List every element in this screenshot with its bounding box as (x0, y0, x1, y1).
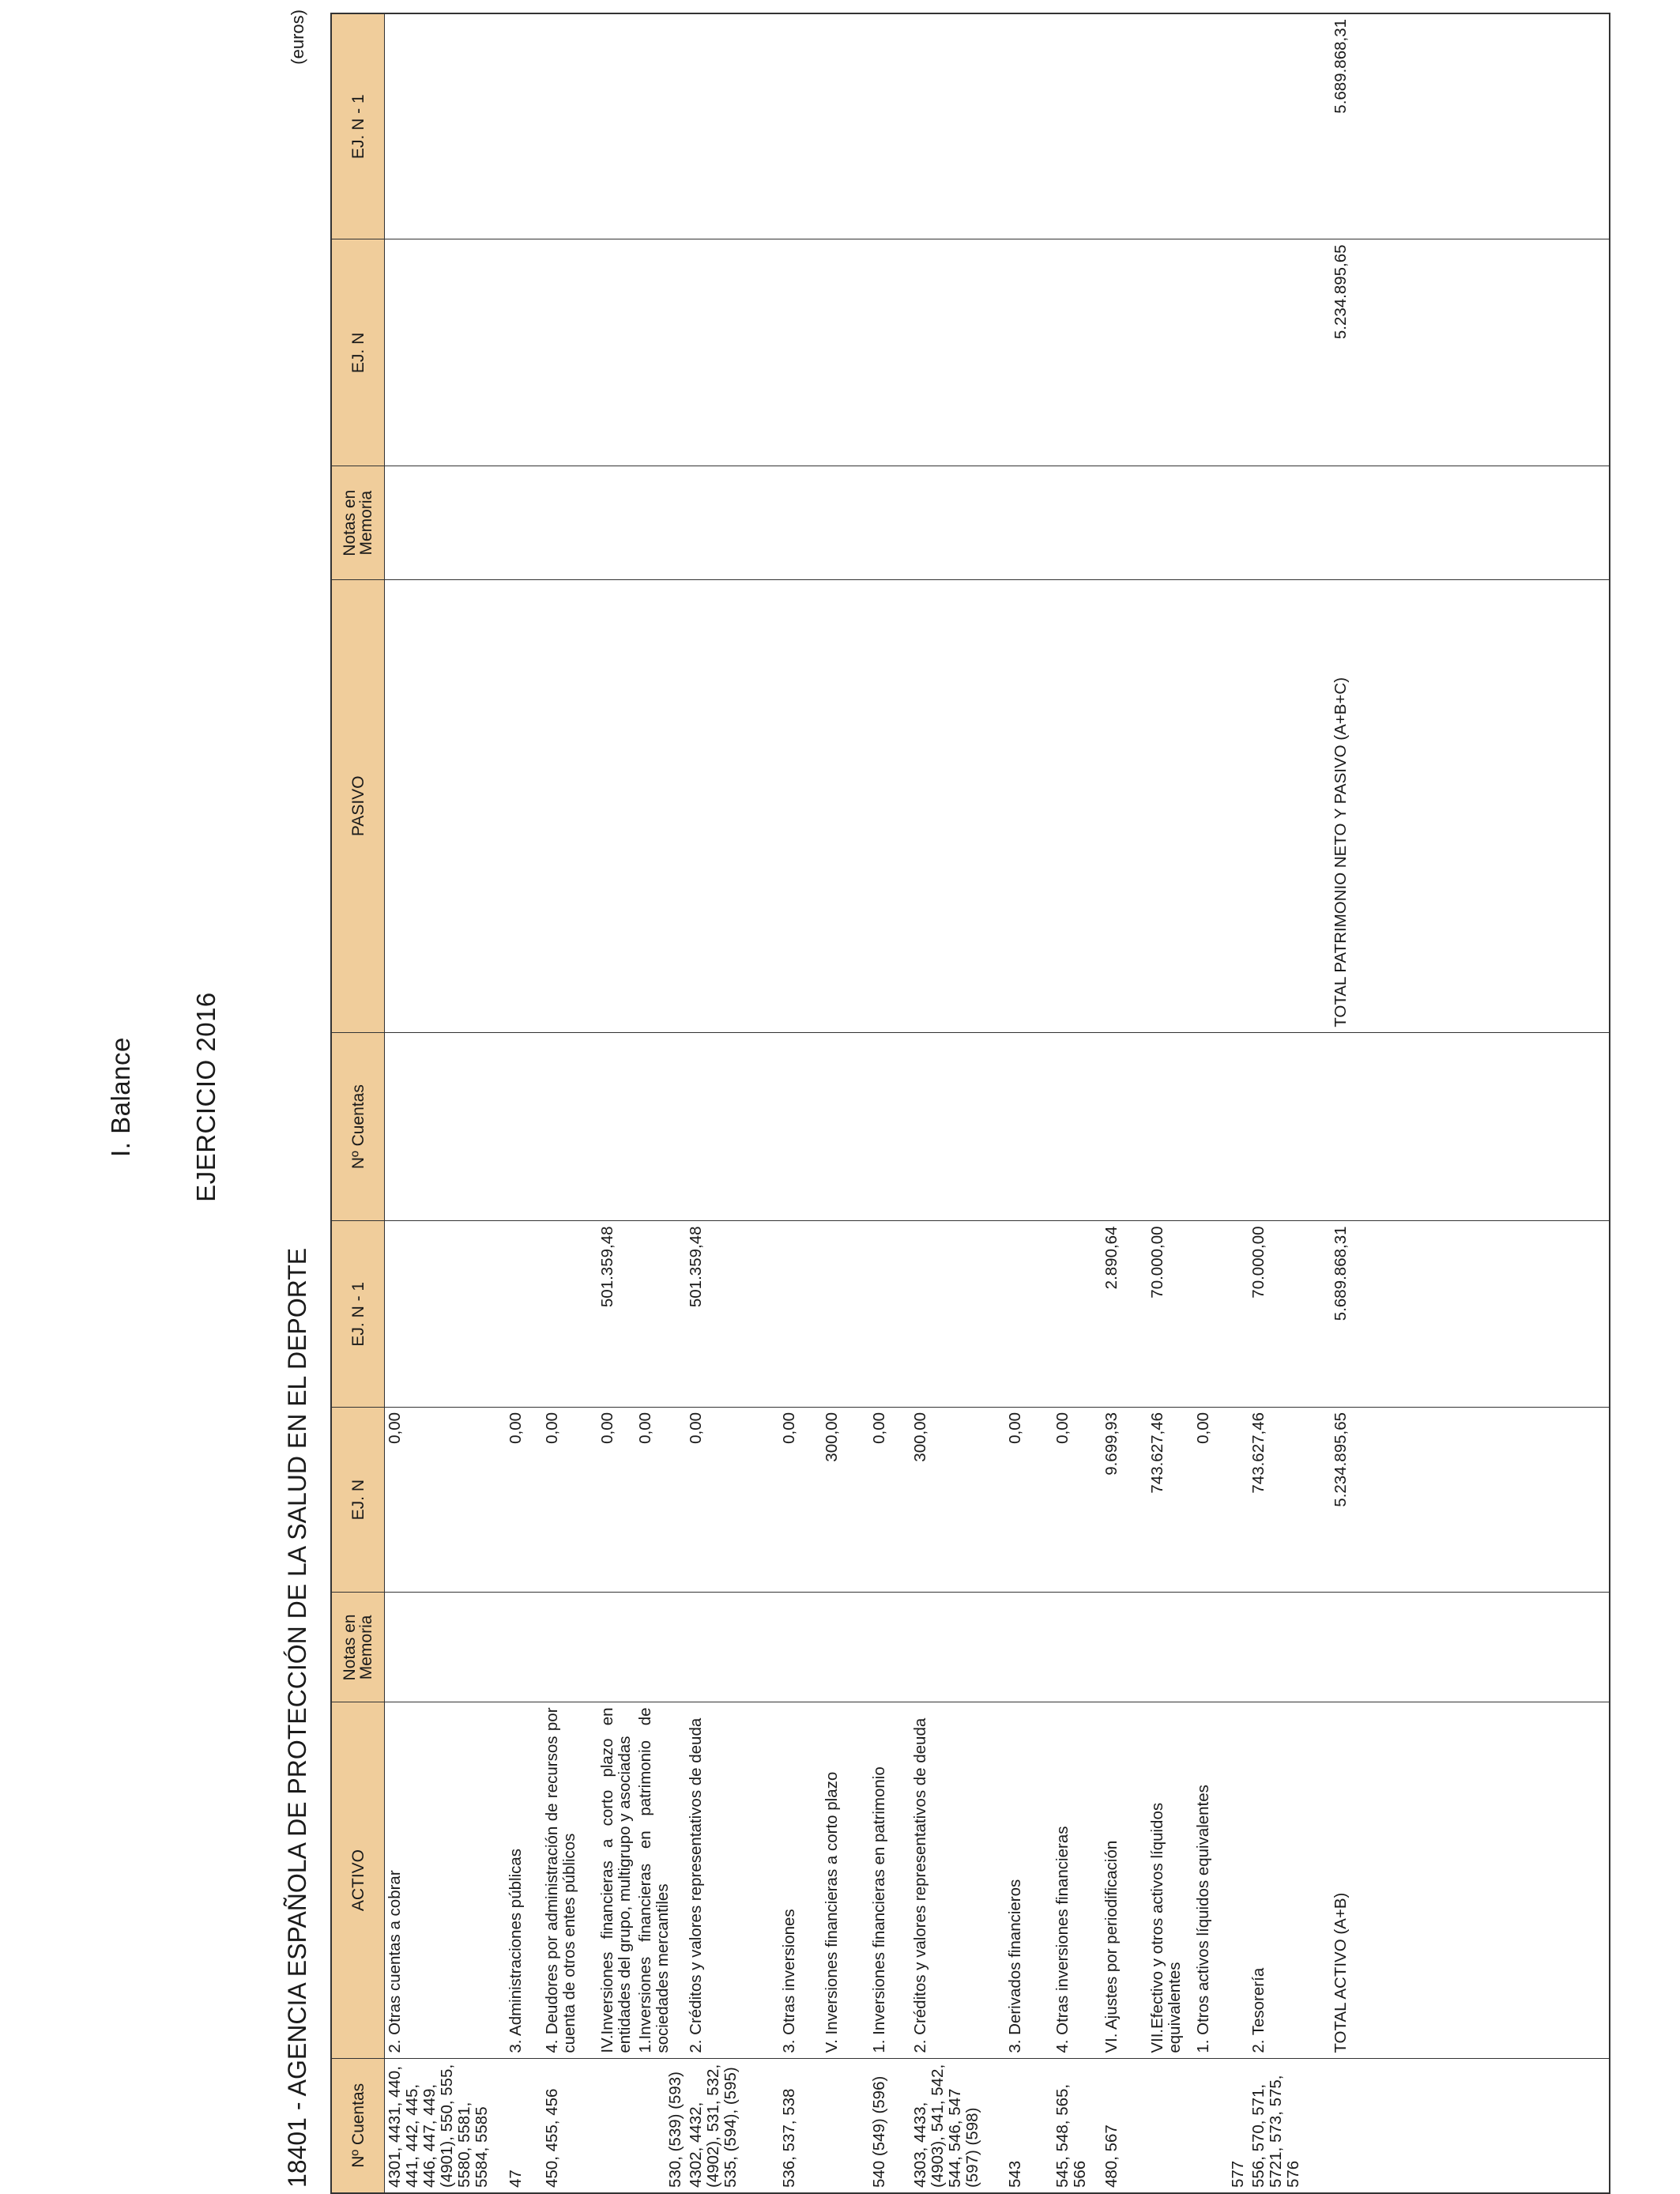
header-notas-pasivo: Notas en Memoria (331, 466, 385, 579)
pasivo-ej-n-empty (385, 239, 1331, 466)
row-cuentas (822, 2058, 869, 2193)
row-concepto: 3. Derivados financieros (1005, 1702, 1053, 2058)
row-ej-n1 (1053, 1221, 1102, 1407)
row-cuentas: 4303, 4433, (4903), 541, 542, 544, 546, 547 (597) (598) (910, 2058, 1005, 2193)
row-concepto: 2. Tesorería (1249, 1702, 1331, 2058)
total-activo-ej-n: 5.234.895,65 (1331, 1407, 1610, 1592)
row-ej-n: 743.627,46 (1147, 1407, 1193, 1592)
row-cuentas: 545, 548, 565, 566 (1053, 2058, 1102, 2193)
row-cuentas: 480, 567 (1102, 2058, 1147, 2193)
row-cuentas: 4301, 4431, 440, 441, 442, 445, 446, 447, 449, (4901), 550, 555, 5580, 5581, 5584, 5585 (385, 2058, 506, 2193)
total-cuentas (1331, 2058, 1610, 2193)
row-ej-n1 (1193, 1221, 1249, 1407)
row-cuentas (597, 2058, 635, 2193)
row-notas (1249, 1593, 1331, 1702)
balance-table (330, 13, 1610, 2194)
total-activo-label: TOTAL ACTIVO (A+B) (1331, 1702, 1610, 2058)
header-ej-n1-pasivo: EJ. N - 1 (331, 13, 385, 239)
row-notas (779, 1593, 822, 1702)
row-ej-n: 0,00 (1053, 1407, 1102, 1592)
header-cuentas: Nº Cuentas (331, 2058, 385, 2193)
total-activo-ej-n1: 5.689.868,31 (1331, 1221, 1610, 1407)
total-pasivo-cuentas (1331, 1032, 1610, 1221)
row-concepto: VII.Efectivo y otros activos líquidos equivalentes (1147, 1702, 1193, 2058)
row-ej-n: 9.699,93 (1102, 1407, 1147, 1592)
row-ej-n1: 501.359,48 (597, 1221, 635, 1407)
report-subtitle: EJERCICIO 2016 (191, 992, 220, 1202)
row-notas (542, 1593, 597, 1702)
row-cuentas: 4302, 4432, (4902), 531, 532, 535, (594), (595) (686, 2058, 779, 2193)
pasivo-cuentas-empty (385, 1032, 1331, 1221)
table-row (385, 13, 506, 2193)
row-ej-n1 (822, 1221, 869, 1407)
row-ej-n1 (869, 1221, 910, 1407)
row-notas (1147, 1593, 1193, 1702)
row-concepto: 3. Otras inversiones (779, 1702, 822, 2058)
row-notas (597, 1593, 635, 1702)
row-ej-n: 0,00 (542, 1407, 597, 1592)
entity-name: 18401 - AGENCIA ESPAÑOLA DE PROTECCIÓN DE LA SALUD EN EL DEPORTE (283, 1247, 311, 2188)
header-ej-n-pasivo: EJ. N (331, 239, 385, 466)
row-ej-n: 0,00 (1193, 1407, 1249, 1592)
row-ej-n1 (779, 1221, 822, 1407)
row-concepto: 1. Otros activos líquidos equivalentes (1193, 1702, 1249, 2058)
header-cuentas-pasivo: Nº Cuentas (331, 1032, 385, 1221)
row-concepto: 2. Créditos y valores representativos de deuda (686, 1702, 779, 2058)
row-ej-n1 (910, 1221, 1005, 1407)
row-notas (910, 1593, 1005, 1702)
row-ej-n1: 70.000,00 (1147, 1221, 1193, 1407)
row-concepto: 3. Administraciones públicas (506, 1702, 542, 2058)
row-concepto: 4. Deudores por administración de recursos por cuenta de otros entes públicos (542, 1702, 597, 2058)
row-ej-n1: 501.359,48 (686, 1221, 779, 1407)
row-notas (1053, 1593, 1102, 1702)
table-header-row (331, 13, 385, 2193)
row-ej-n: 0,00 (635, 1407, 686, 1592)
row-notas (385, 1593, 506, 1702)
row-cuentas (1147, 2058, 1193, 2193)
header-activo: ACTIVO (331, 1702, 385, 2058)
row-notas (1102, 1593, 1147, 1702)
total-pasivo-ej-n1: 5.689.868,31 (1331, 13, 1610, 239)
row-notas (686, 1593, 779, 1702)
row-notas (1005, 1593, 1053, 1702)
row-cuentas: 540 (549) (596) (869, 2058, 910, 2193)
pasivo-concepto-empty (385, 579, 1331, 1032)
row-concepto: IV.Inversiones financieras a corto plazo en entidades del grupo, multigrupo y asociadas (597, 1702, 635, 2058)
row-ej-n1 (385, 1221, 506, 1407)
row-ej-n1 (506, 1221, 542, 1407)
row-ej-n: 300,00 (822, 1407, 869, 1592)
pasivo-ej-n1-empty (385, 13, 1331, 239)
row-ej-n1: 70.000,00 (1249, 1221, 1331, 1407)
header-notas: Notas en Memoria (331, 1593, 385, 1702)
header-pasivo: PASIVO (331, 579, 385, 1032)
row-cuentas: 450, 455, 456 (542, 2058, 597, 2193)
row-ej-n: 0,00 (1005, 1407, 1053, 1592)
row-ej-n1 (635, 1221, 686, 1407)
row-cuentas: 543 (1005, 2058, 1053, 2193)
row-ej-n1 (1005, 1221, 1053, 1407)
header-ej-n1: EJ. N - 1 (331, 1221, 385, 1407)
row-ej-n: 743.627,46 (1249, 1407, 1331, 1592)
total-notas (1331, 1593, 1610, 1702)
row-ej-n1: 2.890,64 (1102, 1221, 1147, 1407)
row-ej-n: 0,00 (686, 1407, 779, 1592)
row-ej-n: 0,00 (506, 1407, 542, 1592)
row-notas (506, 1593, 542, 1702)
row-cuentas: 47 (506, 2058, 542, 2193)
row-ej-n: 0,00 (597, 1407, 635, 1592)
row-cuentas: 530, (539) (593) (635, 2058, 686, 2193)
total-pasivo-ej-n: 5.234.895,65 (1331, 239, 1610, 466)
row-concepto: 2. Otras cuentas a cobrar (385, 1702, 506, 2058)
row-concepto: 2. Créditos y valores representativos de deuda (910, 1702, 1005, 2058)
header-ej-n: EJ. N (331, 1407, 385, 1592)
row-ej-n: 300,00 (910, 1407, 1005, 1592)
row-notas (822, 1593, 869, 1702)
row-cuentas: 577 (1193, 2058, 1249, 2193)
row-concepto: 1. Inversiones financieras en patrimonio (869, 1702, 910, 2058)
row-ej-n1 (542, 1221, 597, 1407)
row-ej-n: 0,00 (385, 1407, 506, 1592)
row-concepto: VI. Ajustes por periodificación (1102, 1702, 1147, 2058)
row-ej-n: 0,00 (779, 1407, 822, 1592)
row-concepto: V. Inversiones financieras a corto plazo (822, 1702, 869, 2058)
total-row (1331, 13, 1610, 2193)
row-concepto: 4. Otras inversiones financieras (1053, 1702, 1102, 2058)
total-pasivo-label: TOTAL PATRIMONIO NETO Y PASIVO (A+B+C) (1331, 579, 1610, 1032)
row-ej-n: 0,00 (869, 1407, 910, 1592)
report-title: I. Balance (106, 1037, 135, 1157)
currency-label: (euros) (288, 9, 307, 65)
row-concepto: 1.Inversiones financieras en patrimonio de sociedades mercantiles (635, 1702, 686, 2058)
row-notas (869, 1593, 910, 1702)
row-notas (635, 1593, 686, 1702)
row-cuentas: 536, 537, 538 (779, 2058, 822, 2193)
row-notas (1193, 1593, 1249, 1702)
pasivo-notas-empty (385, 466, 1610, 579)
row-cuentas: 556, 570, 571, 5721, 573, 575, 576 (1249, 2058, 1331, 2193)
